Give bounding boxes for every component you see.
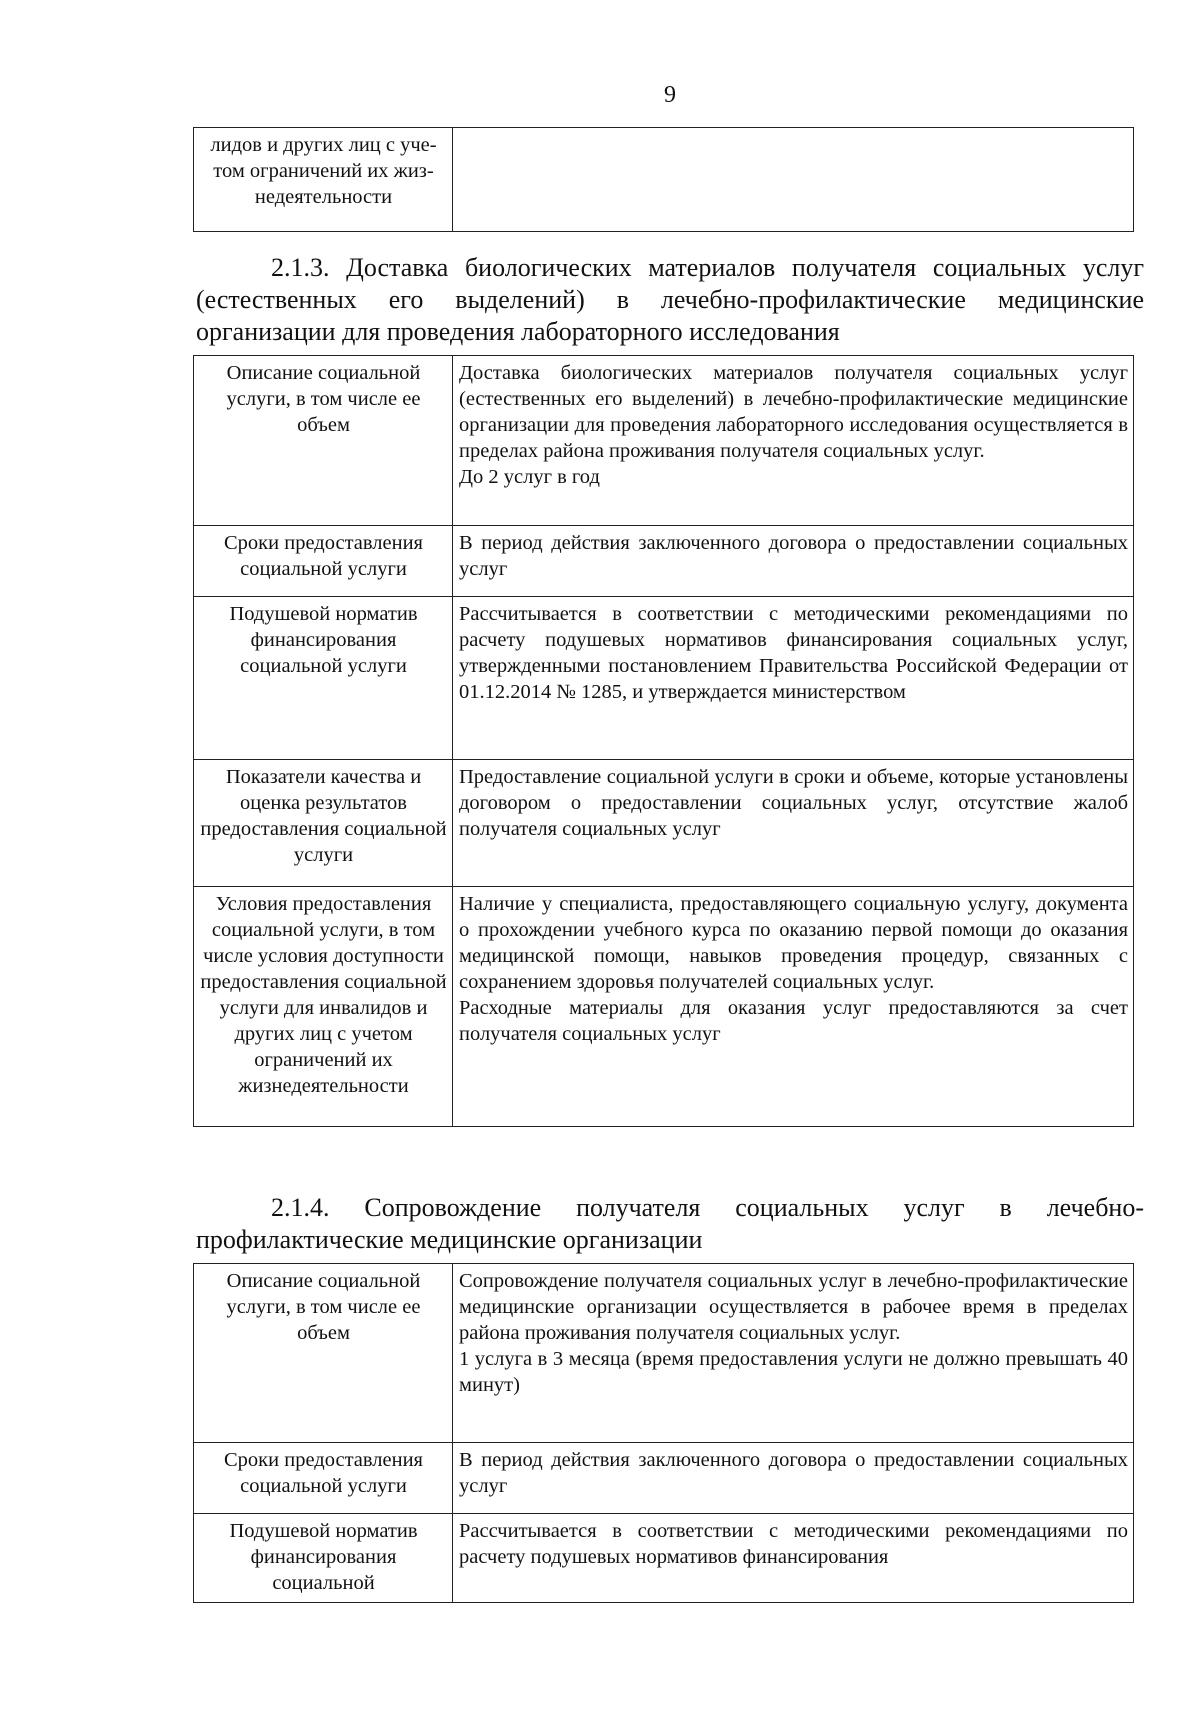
row-value — [453, 887, 1134, 1127]
section-heading-2-1-4 — [196, 1192, 1144, 1256]
row-value — [453, 356, 1134, 526]
table-row — [194, 128, 1134, 232]
row-label: лидов и других лиц с уче- том ограничений их жиз- недеятельности — [194, 128, 453, 232]
row-value: Предоставление социальной услуги в сроки и объеме, которые установлены договором о предоставлении социальных услуг, отсутствие жалоб получателя социальных услуг — [453, 760, 1134, 887]
table-row — [194, 1514, 1134, 1603]
row-value-volume: До 2 услуг в год — [459, 466, 600, 488]
table-row — [194, 526, 1134, 597]
row-label: Условия предоставления социальной услуги, в том числе условия доступности предоставления социальной услуги для инвалидов и других лиц с учетом ограничений их жизнедеятельности — [194, 887, 453, 1127]
row-value: В период действия заключенного договора о предоставлении социальных услуг — [453, 1443, 1134, 1514]
row-value-extra: Расходные материалы для оказания услуг предоставляются за счет получателя социальных услуг — [459, 997, 1128, 1045]
row-label: Описание социальной услуги, в том числе ее объем — [194, 1264, 453, 1443]
table-row — [194, 1264, 1134, 1443]
row-label: Подушевой норматив финансирования социальной — [194, 1514, 453, 1603]
service-table-2-1-3 — [193, 355, 1134, 1127]
row-value: Рассчитывается в соответствии с методическими рекомендациями по расчету подушевых нормативов финансирования — [453, 1514, 1134, 1603]
section-heading-2-1-3 — [196, 252, 1144, 348]
page-number: 9 — [664, 82, 676, 108]
row-value-text: Наличие у специалиста, предоставляющего социальную услугу, документа о прохождении учебного курса по оказанию первой помощи до оказания медицинской помощи, навыков проведения процедур, связанных с сохранением здоровья получателей социальных услуг. — [459, 893, 1128, 993]
table-row — [194, 1443, 1134, 1514]
row-value — [453, 1264, 1134, 1443]
row-value — [453, 128, 1134, 232]
row-value: Рассчитывается в соответствии с методическими рекомендациями по расчету подушевых нормативов финансирования социальных услуг, утвержденными постановлением Правительства Российской Федерации от 01.12.2014 № 1285, и утверждается министерством — [453, 597, 1134, 760]
row-value: В период действия заключенного договора о предоставлении социальных услуг — [453, 526, 1134, 597]
row-label: Подушевой норматив финансирования социальной услуги — [194, 597, 453, 760]
table-row — [194, 597, 1134, 760]
row-value-text: Доставка биологических материалов получателя социальных услуг (естественных его выделений) в лечебно-профилактические медицинские организации для проведения лабораторного исследования осуществляется в пределах района проживания получателя социальных услуг. — [459, 362, 1128, 462]
table-row — [194, 760, 1134, 887]
table-row — [194, 356, 1134, 526]
row-label: Показатели качества и оценка результатов предоставления социальной услуги — [194, 760, 453, 887]
service-table-2-1-4 — [193, 1263, 1134, 1603]
row-value-text: Сопровождение получателя социальных услуг в лечебно-профилактические медицинские организации осуществляется в рабочее время в пределах района проживания получателя социальных услуг. — [459, 1270, 1128, 1344]
row-value-volume: 1 услуга в 3 месяца (время предоставления услуги не должно превышать 40 минут) — [459, 1348, 1128, 1396]
heading-text: 2.1.3. Доставка биологических материалов получателя социальных услуг (естественных его выделений) в лечебно-профилактические медицинские организации для проведения лабораторного исследования — [196, 253, 1144, 346]
continuation-table — [193, 127, 1134, 232]
heading-text: 2.1.4. Сопровождение получателя социальных услуг в лечебно-профилактические медицинские организации — [196, 1193, 1144, 1254]
row-label: Сроки предоставления социальной услуги — [194, 526, 453, 597]
row-label: Описание социальной услуги, в том числе ее объем — [194, 356, 453, 526]
table-row — [194, 887, 1134, 1127]
row-label: Сроки предоставления социальной услуги — [194, 1443, 453, 1514]
